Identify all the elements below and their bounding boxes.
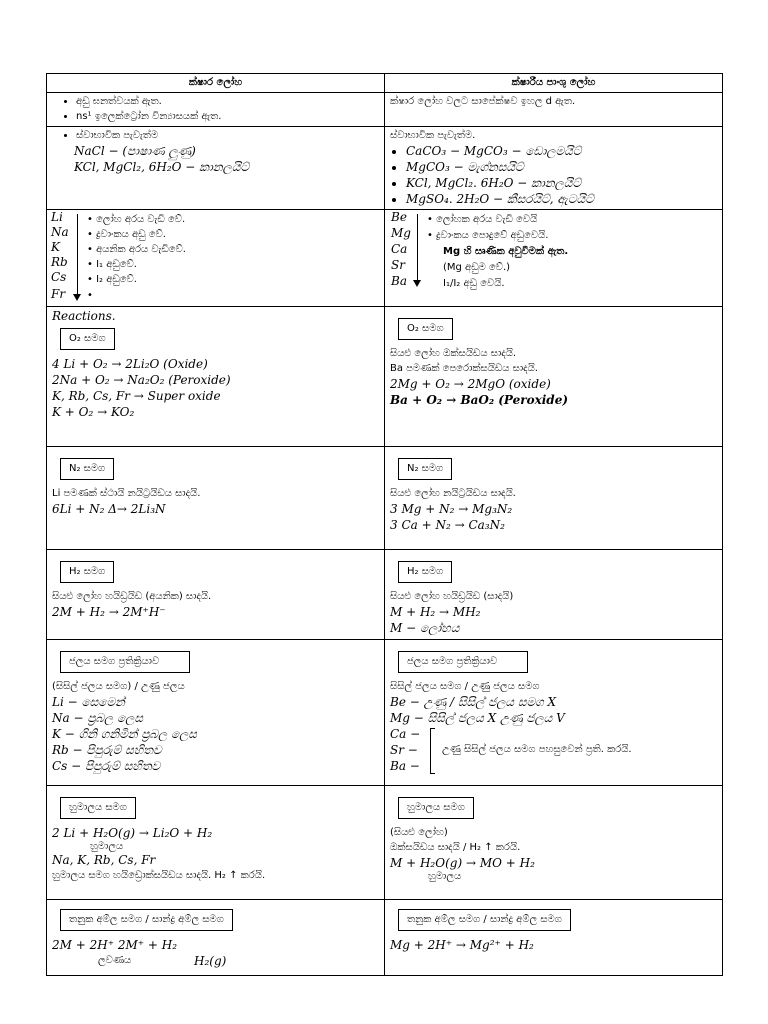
alkaline-trends: Be Mg Ca Sr Ba • ලෝහක අරය වැඩි වෙයි • ද්‍රවාංකය පොදුවේ අඩුවෙයි. Mg හි සෘණික අවුවීමක් ඇත. (Mg අඩුම වේ.) I₁/I₂ අඩු වෙයි. [391,210,569,289]
steam-right-1: M + H₂O(g) → MO + H₂ [390,856,535,870]
symbol-fr: Fr [51,287,66,301]
o2-left-2: 2Na + O₂ → Na₂O₂ (Peroxide) [52,373,231,387]
steam-right-text-1: (සියළු ලෝහ) [390,827,448,838]
alkali-occurrence-1: NaCl − (පාෂාණ ලුණු) [74,144,196,158]
alkaline-trend-3: Mg හි සෘණික අවුවීමක් ඇත. [443,246,569,257]
symbol-mg: Mg [391,226,411,240]
alkaline-trend-2: ද්‍රවාංකය පොදුවේ අඩුවෙයි. [436,230,549,241]
alkaline-trend-5: I₁/I₂ අඩු වෙයි. [443,278,505,289]
acid-box-left: තනුක අම්ල සමග / සාන්ද්‍ර අම්ල සමග [60,909,233,931]
o2-box-left: O₂ සමග [60,328,115,350]
n2-right-1: 3 Mg + N₂ → Mg₃N₂ [390,502,513,516]
steam-box-left: හුමාලය සමග [60,797,136,819]
alkali-occurrence-title: • ස්වාභාවික පැවැත්ම [76,128,379,143]
trend-arrow-head-2 [413,280,421,287]
o2-left-3: K, Rb, Cs, Fr → Super oxide [52,389,221,403]
row-acid [47,900,723,976]
n2-left-text: Li පමණක් ස්ථායි නයිට්‍රයිඩය සාදයි. [52,488,201,499]
header-alkali: ක්ෂාර ලෝහ [47,74,385,93]
alkali-config: • ns¹ ඉලෙක්ට්‍රෝන වින්‍යාසයක් ඇත. [76,109,379,124]
o2-right-1: 2Mg + O₂ → 2MgO (oxide) [390,377,551,391]
water-right-1: Be − උණු / සිසිල් ජලය සමග X [390,695,557,709]
water-box-left: ජලය සමග ප්‍රතික්‍රියාව [60,651,190,673]
o2-left-1: 4 Li + O₂ → 2Li₂O (Oxide) [52,357,208,371]
symbol-li: Li [51,210,63,224]
alkaline-occurrence-title: ස්වාභාවික පැවැත්ම. [390,130,476,141]
water-right-2: Mg − සිසිල් ජලය X උණු ජලය V [390,711,565,725]
water-left-1: Li − සෙමෙන් [52,695,125,709]
h2-box-right: H₂ සමග [398,561,452,583]
row-water [47,640,723,786]
water-group-ca: Ca − [390,727,421,741]
alkali-trend-1: ලෝහ අරය වැඩි වේ. [96,214,186,225]
alkali-trend-5: I₂ අඩුවේ. [96,274,137,285]
h2-right-2: M − ලෝහය [390,621,460,635]
water-left-2: Na − ප්‍රබල ලෙස [52,711,143,725]
n2-box-left: N₂ සමග [60,458,114,480]
row-steam [47,786,723,900]
acid-left-1: 2M + 2H⁺ 2M⁺ + H₂ [52,938,178,952]
alkaline-occurrence-2: • MgCO₃ − මැග්නසයිට් [406,159,717,175]
alkaline-occurrence-1: • CaCO₃ − MgCO₃ − ඩොලමයිට් [406,143,717,159]
alkali-trend-4: I₁ අඩුවේ. [96,259,137,270]
trend-arrow-line [77,214,78,294]
row-oxygen [47,307,723,447]
symbol-ca: Ca [391,242,408,256]
water-group [390,726,717,776]
o2-right-text-2: Ba පමණක් පෙරොක්සයිඩය සාදයි. [390,363,538,374]
water-group-text: උණු සිසිල් ජලය සමග පහසුවෙන් ප්‍රති. කරයි. [442,744,632,755]
water-left-3: K − ගිනි ගනිමින් ප්‍රබල ලෙස [52,727,197,741]
h2-left-text: සියළු ලෝහ හයිඩ්‍රයිඩ (අයනික) සාදයි. [52,591,212,602]
symbol-cs: Cs [51,270,67,284]
row-occurrence [47,127,723,210]
alkaline-occurrence-4: • MgSO₄. 2H₂O − කීසරයිට්, ඇටයිට් [406,191,717,207]
acid-left-under-h2: H₂(g) [194,954,227,968]
row-nitrogen [47,447,723,550]
steam-left-2: Na, K, Rb, Cs, Fr [52,853,156,867]
steam-left-text: හුමාලය සමග හයිඩ්‍රොක්සයිඩය සාදයි. H₂ ↑ කරයි. [52,870,266,881]
alkaline-trend-4: (Mg අඩුම වේ.) [443,262,511,273]
row-hydrogen [47,550,723,640]
row-trends [47,210,723,307]
water-left-4: Rb − පිපුරුම් සහිතව [52,743,162,757]
trend-arrow-head [73,294,81,301]
n2-right-text: සියළු ලෝහ නයිට්‍රයිඩය සාදයි. [390,488,516,499]
water-group-ba: Ba − [390,759,420,773]
steam-right-text-2: ඔක්සයිඩය සාදයි / H₂ ↑ කරයි. [390,842,521,853]
symbol-be: Be [391,210,407,224]
acid-left-under-salt: ලවණය [98,955,132,966]
symbol-na: Na [51,225,69,239]
reactions-label: Reactions. [52,309,116,323]
n2-box-right: N₂ සමග [398,458,452,480]
acid-right-1: Mg + 2H⁺ → Mg²⁺ + H₂ [390,938,534,952]
h2-right-1: M + H₂ → MH₂ [390,605,481,619]
alkaline-density: ක්ෂාර ලෝහ වලට සාපේක්ෂව ඉහල d ඇත. [390,96,576,107]
row-density [47,93,723,127]
header-row [47,74,723,93]
water-box-right: ජලය සමග ප්‍රතික්‍රියාව [398,651,528,673]
symbol-sr: Sr [391,258,405,272]
n2-right-2: 3 Ca + N₂ → Ca₃N₂ [390,518,505,532]
alkaline-occurrence-3: • KCl, MgCl₂. 6H₂O − කානලයිට් [406,175,717,191]
o2-left-4: K + O₂ → KO₂ [52,405,135,419]
symbol-rb: Rb [51,255,68,269]
o2-box-right: O₂ සමග [398,318,453,340]
acid-box-right: තනුක අම්ල සමග / සාන්ද්‍ර අම්ල සමග [398,909,571,931]
steam-left-1: 2 Li + H₂O(g) → Li₂O + H₂ [52,826,213,840]
alkali-density: • අඩු ඝනත්වයක් ඇත. [76,94,379,109]
h2-left-1: 2M + H₂ → 2M⁺H⁻ [52,605,166,619]
header-alkaline-earth: ක්ෂාරීය පාංශු ලෝහ [385,74,723,93]
h2-box-left: H₂ සමග [60,561,114,583]
steam-right-under: හුමාලය [428,871,462,882]
steam-box-right: හුමාලය සමග [398,797,474,819]
alkali-trend-3: අයනික අරය වැඩිවේ. [96,244,186,255]
water-left-head: (සිසිල් ජලය සමග) / උණු ජලය [52,681,185,692]
water-group-bracket [430,728,435,774]
water-right-head: සිසිල් ජලය සමග / උණු ජලය සමග [390,681,540,692]
steam-left-under: හුමාලය [90,841,124,852]
symbol-ba: Ba [391,274,407,288]
h2-right-text: සියළු ලෝහ හයිඩ්‍රයිඩ (සාදයි) [390,591,514,602]
n2-left-1: 6Li + N₂ Δ→ 2Li₃N [52,502,166,516]
o2-right-2: Ba + O₂ → BaO₂ (Peroxide) [390,393,569,407]
alkali-occurrence-2: KCl, MgCl₂, 6H₂O − කානලයිට් [74,160,249,174]
alkali-trend-2: ද්‍රවාංකය අඩු වේ. [96,229,166,240]
o2-right-text-1: සියළු ලෝහ ඔක්සයිඩය සාදයි. [390,348,517,359]
symbol-k: K [51,240,60,254]
alkali-trends: Li Na K Rb Cs Fr • ලෝහ අරය වැඩි වේ. • ද්‍රවාංකය අඩු වේ. • අයනික අරය වැඩිවේ. • I₁ අඩුවේ. • I₂ අඩුවේ. • [51,210,186,301]
alkali-general-list [52,94,379,124]
water-group-sr: Sr − [390,743,418,757]
alkaline-trend-1: ලෝහක අරය වැඩි වෙයි [436,214,538,225]
trend-arrow-line-2 [417,214,418,280]
water-left-5: Cs − පිපුරුම් සහිතව [52,759,161,773]
comparison-table [46,73,723,976]
